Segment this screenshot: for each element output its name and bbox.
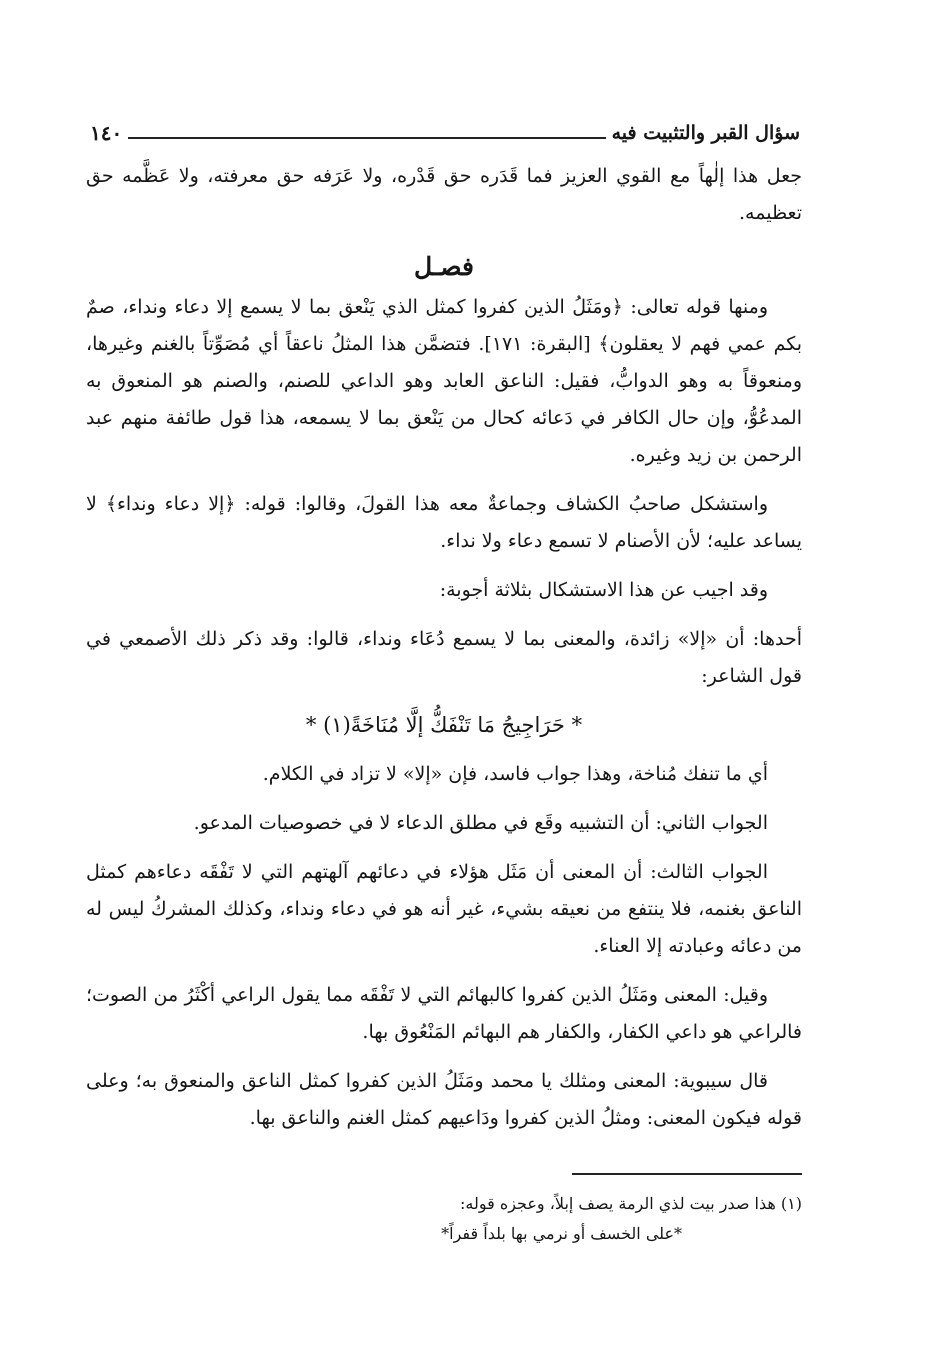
paragraph: قال سيبوية: المعنى ومثلك يا محمد ومَثَلُ الذين كفروا كمثل الناعق والمنعوق به؛ وعلى قوله فيكون المعنى: ومثلُ الذين كفروا ودَاعيهم كمثل الغنم والناعق بها. (86, 1070, 802, 1129)
paragraph: أي ما تنفك مُناخة، وهذا جواب فاسد، فإن «إلا» لا تزاد في الكلام. (262, 763, 768, 785)
poetry-verse: * حَرَاجِيجُ مَا تَنْفَكُّ إلَّا مُنَاخَةً(١) * (305, 713, 583, 737)
paragraph: واستشكل صاحبُ الكشاف وجماعةٌ معه هذا القولَ، وقالوا: قوله: ﴿إلا دعاء ونداء﴾ لا يساعد عليه؛ لأن الأصنام لا تسمع دعاء ولا نداء. (86, 493, 802, 552)
page-body (86, 158, 802, 1249)
footnote: (١) هذا صدر بيت لذي الرمة يصف إبلاً، وعجزه قوله: (459, 1194, 802, 1213)
footnote-verse: *على الخسف أو نرمي بها بلداً قفراً* (441, 1224, 682, 1243)
paragraph: أحدها: أن «إلا» زائدة، والمعنى بما لا يسمع دُعَاء ونداء، قالوا: وقد ذكر ذلك الأصمعي في قول الشاعر: (86, 628, 802, 687)
paragraph: جعل هذا إلٰهاً مع القوي العزيز فما قَدَره حق قَدْره، ولا عَرَفه حق معرفته، ولا عَظَّمه حق تعظيمه. (86, 165, 802, 224)
paragraph: الجواب الثاني: أن التشبيه وقَع في مطلق الدعاء لا في خصوصيات المدعو. (193, 812, 768, 834)
page-number: ١٤٠ (90, 121, 123, 145)
footnote-rule (572, 1173, 802, 1175)
paragraph: وقد اجيب عن هذا الاستشكال بثلاثة أجوبة: (439, 579, 768, 601)
paragraph: ومنها قوله تعالى: ﴿ومَثَلُ الذين كفروا كمثل الذي يَنْعق بما لا يسمع إلا دعاء ونداء، صمٌ بكم عمي فهم لا يعقلون﴾ [البقرة: ١٧١]. فتضمَّن هذا المثلُ ناعقاً أي مُصَوِّتاً بالغنم وغيرها، ومنعوقاً به وهو الدوابُّ، فقيل: الناعق العابد وهو الداعي للصنم، والصنم هو المنعوق به المدعُوُّ، وإن حال الكافر في دَعائه كحال من يَنْعق بما لا يسمعه، هذا قول طائفة منهم عبد الرحمن بن زيد وغيره. (86, 296, 802, 466)
book-page (86, 0, 802, 1361)
paragraph: وقيل: المعنى ومَثَلُ الذين كفروا كالبهائم التي لا تَفْقَه مما يقول الراعي أكْثَرُ من الصوت؛ فالراعي هو داعي الكفار، والكفار هم البهائم المَنْعُوق بها. (86, 984, 802, 1043)
header-rule (128, 137, 605, 139)
paragraph: الجواب الثالث: أن المعنى أن مَثَل هؤلاء في دعائهم آلهتهم التي لا تَفْقَه دعاءهم كمثل الناعق بغنمه، فلا ينتفع من نعيقه بشيء، غير أنه هو في دعاء ونداء، وكذلك المشركُ ليس له من دعائه وعبادته إلا العناء. (86, 861, 802, 957)
running-title: سؤال القبر والتثبيت فيه (611, 122, 800, 144)
section-title: فصـل (414, 252, 474, 281)
page-header (86, 115, 802, 145)
